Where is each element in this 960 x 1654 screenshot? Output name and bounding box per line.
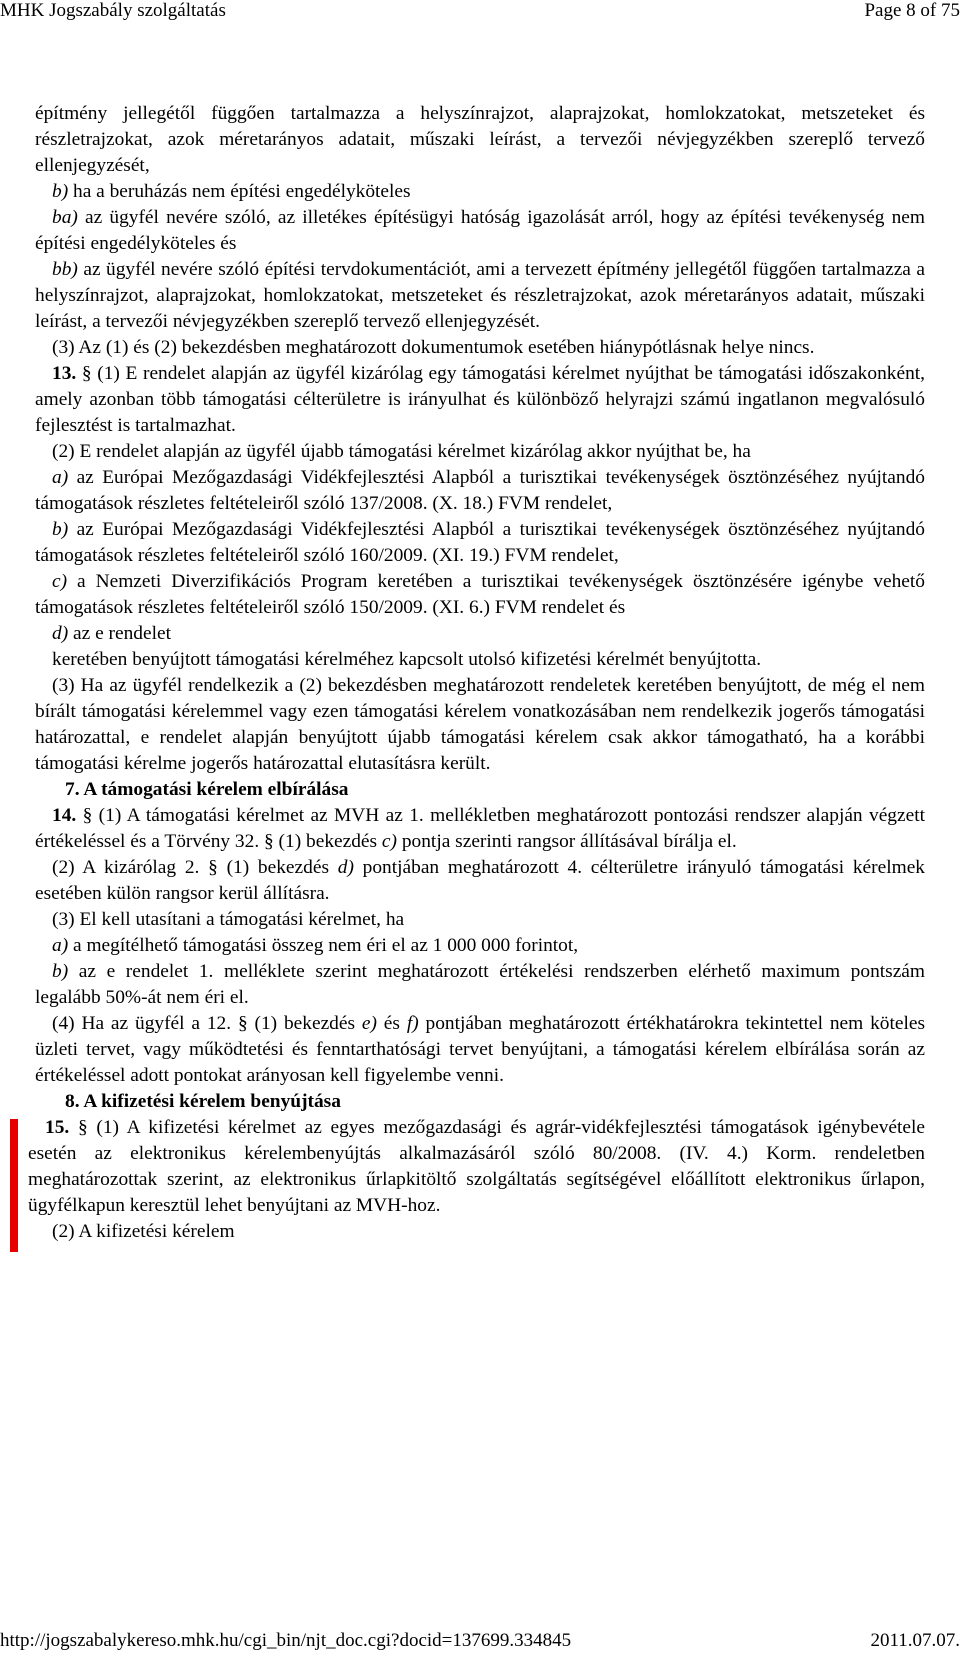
- paragraph: (4) Ha az ügyfél a 12. § (1) bekezdés e) és f) pontjában meghatározott értékhatárokra tekintettel nem köteles üzleti tervet, vagy működtetési és fenntarthatósági tervet benyújtani, a támogatási kérelem elbírálása során az értékeléssel adott pontokat arányosan kell figyelembe venni.: [35, 1013, 925, 1086]
- paragraph: (3) El kell utasítani a támogatási kérelmet, ha: [52, 909, 405, 930]
- paragraph: keretében benyújtott támogatási kérelméhez kapcsolt utolsó kifizetési kérelmét benyújtotta.: [52, 649, 762, 670]
- section-15: 15. § (1) A kifizetési kérelmet az egyes mezőgazdasági és agrár-vidékfejlesztési támogatások igénybevétele esetén az elektronikus kérelembenyújtás alkalmazásáról szóló 80/2008. (IV. 4.) Korm. rendeletben meghatározottak szerint, az elektronikus űrlapkitöltő szolgáltatás segítségével előállított elektronikus űrlapon, ügyfélkapun keresztül lehet benyújtani az MVH-hoz.: [28, 1117, 925, 1216]
- page-footer: [0, 1630, 960, 1654]
- page-header: [0, 0, 960, 28]
- page-number: Page 8 of 75: [864, 0, 960, 21]
- header-title: MHK Jogszabály szolgáltatás: [0, 0, 226, 21]
- paragraph: d) az e rendelet: [52, 623, 171, 644]
- paragraph: c) a Nemzeti Diverzifikációs Program keretében a turisztikai tevékenységek ösztönzésére igénybe vehető támogatások részletes feltételeiről szóló 150/2009. (XI. 6.) FVM rendelet és: [35, 571, 925, 618]
- paragraph: b) az Európai Mezőgazdasági Vidékfejlesztési Alapból a turisztikai tevékenységek ösztönzéséhez nyújtandó támogatások részletes feltételeiről szóló 160/2009. (XI. 19.) FVM rendelet,: [35, 519, 925, 566]
- document-body: [28, 101, 925, 1245]
- paragraph: a) a megítélhető támogatási összeg nem éri el az 1 000 000 forintot,: [52, 935, 579, 956]
- section-14: 14. § (1) A támogatási kérelmet az MVH az 1. mellékletben meghatározott pontozási rendszer alapján végzett értékeléssel és a Törvény 32. § (1) bekezdés c) pontja szerinti rangsor állításával bírálja el.: [35, 805, 925, 852]
- chapter-heading-8: 8. A kifizetési kérelem benyújtása: [65, 1091, 341, 1112]
- paragraph: (3) Ha az ügyfél rendelkezik a (2) bekezdésben meghatározott rendeletek keretében benyújtott, de még el nem bírált támogatási kérelemmel vagy ezen támogatási kérelem vonatkozásában nem rendelkezik jogerős támogatási határozattal, e rendelet alapján benyújtott újabb támogatási kérelem csak akkor támogatható, ha a korábbi támogatási kérelme jogerős határozattal elutasításra került.: [35, 675, 925, 774]
- paragraph: b) az e rendelet 1. melléklete szerint meghatározott értékelési rendszerben elérhető maximum pontszám legalább 50%-át nem éri el.: [35, 961, 925, 1008]
- paragraph: építmény jellegétől függően tartalmazza a helyszínrajzot, alaprajzokat, homlokzatokat, metszeteket és részletrajzokat, azok méretarányos adatait, műszaki leírást, a tervezői névjegyzékben szereplő tervező ellenjegyzését,: [35, 103, 925, 176]
- chapter-heading-7: 7. A támogatási kérelem elbírálása: [65, 779, 349, 800]
- paragraph: ba) az ügyfél nevére szóló, az illetékes építésügyi hatóság igazolását arról, hogy az építési tevékenység nem építési engedélyköteles és: [35, 207, 925, 254]
- print-date: 2011.07.07.: [870, 1630, 960, 1651]
- paragraph: (2) A kifizetési kérelem: [52, 1221, 235, 1242]
- paragraph: (3) Az (1) és (2) bekezdésben meghatározott dokumentumok esetében hiánypótlásnak helye nincs.: [52, 337, 815, 358]
- change-marker-bar: [10, 1119, 18, 1252]
- paragraph: b) ha a beruházás nem építési engedélyköteles: [52, 181, 411, 202]
- paragraph: a) az Európai Mezőgazdasági Vidékfejlesztési Alapból a turisztikai tevékenységek ösztönzéséhez nyújtandó támogatások részletes feltételeiről szóló 137/2008. (X. 18.) FVM rendelet,: [35, 467, 925, 514]
- paragraph: (2) A kizárólag 2. § (1) bekezdés d) pontjában meghatározott 4. célterületre irányuló támogatási kérelmek esetében külön rangsor kerül állításra.: [35, 857, 925, 904]
- amended-section: [28, 1115, 925, 1219]
- section-13: 13. § (1) E rendelet alapján az ügyfél kizárólag egy támogatási kérelmet nyújthat be támogatási időszakonként, amely azonban több támogatási célterületre is irányulhat és különböző helyrajzi számú ingatlanon megvalósuló fejlesztést is tartalmazhat.: [35, 363, 925, 436]
- paragraph: bb) az ügyfél nevére szóló építési tervdokumentációt, ami a tervezett építmény jellegétől függően tartalmazza a helyszínrajzot, alaprajzokat, homlokzatokat, metszeteket és részletrajzokat, azok méretarányos adatait, műszaki leírást, a tervezői névjegyzékben szereplő tervező ellenjegyzését.: [35, 259, 925, 332]
- paragraph: (2) E rendelet alapján az ügyfél újabb támogatási kérelmet kizárólag akkor nyújthat be, ha: [52, 441, 751, 462]
- source-url: http://jogszabalykereso.mhk.hu/cgi_bin/njt_doc.cgi?docid=137699.334845: [0, 1630, 572, 1651]
